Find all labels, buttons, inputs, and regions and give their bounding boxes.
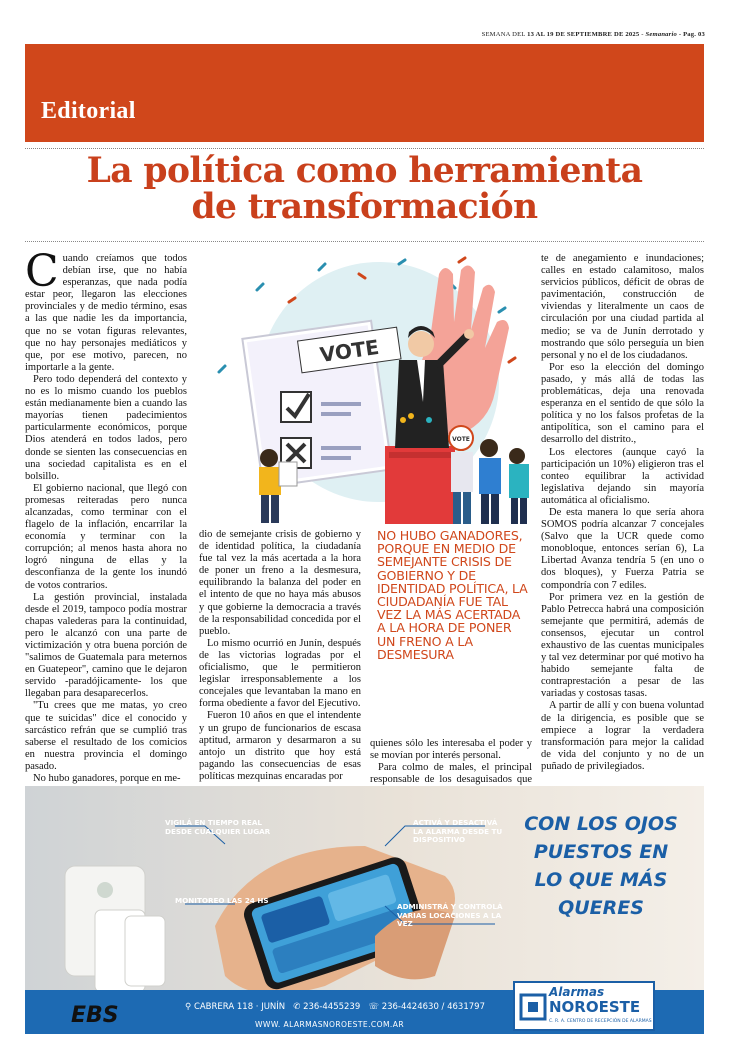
paragraph: No hubo ganadores, porque en me- <box>33 773 181 785</box>
ad-website-link[interactable]: WWW. ALARMASNOROESTE.COM.AR <box>255 1020 405 1029</box>
article-column-2 <box>199 529 361 783</box>
paragraph: quienes sólo les interesaba el poder y se movían por interés personal. <box>370 738 532 762</box>
paragraph: Fueron 10 años en que el intendente y un grupo de funcionarios de escasa aptitud, armaron y desarmaron a su antojo un distrito que hoy está pagando las consecuencias de esas políticas mezquinas encaradas por <box>199 710 361 782</box>
ad-slogan: CON LOS OJOS PUESTOS EN LO QUE MÁS QUERES <box>524 813 678 919</box>
paragraph: Los electores (aunque cayó la participación un 10%) eligieron tras el conteo equilibrar la actividad legislativa dejando sin mayoría automática al oficialismo. <box>541 446 704 506</box>
paragraph: La gestión provincial, instalada desde el 2019, tampoco podía mostrar chapas valederas para la continuidad, pero le alcanzó con una parte de victimización y otra buena porción de "salimos de Guatemala para meternos en Guatepeor", camino que le dejaron servido -paradójicamente- los que llegaban para desaparecerlos. <box>25 591 187 700</box>
divider <box>25 148 704 149</box>
ad-contact: ⚲ CABRERA 118 · JUNÍN ✆ 236-4455239 ☏ 236-4424630 / 4631797 <box>185 1002 485 1012</box>
ad-callout-monitoring: MONITOREO LAS 24 HS <box>175 896 269 905</box>
sign-text: VOTE <box>318 334 381 367</box>
whatsapp-icon: ✆ <box>293 1002 301 1012</box>
paragraph: Para colmo de males, el principal responsable de los desaguisados que <box>370 762 532 786</box>
drop-cap: C <box>25 246 59 297</box>
paragraph: "Tu crees que me matas, yo creo que te suicidas" dice el conocido y sarcástico refrán que se cumplió tras saberse el resultado de los comicios en nuestra provincia el domingo pasado. <box>25 700 187 772</box>
ad-brand-ebs: EBS <box>71 1003 119 1028</box>
section-band <box>25 44 704 142</box>
vote-illustration <box>199 252 532 524</box>
paragraph: dio de semejante crisis de gobierno y de identidad política, la ciudadanía fue tal vez la más acertada a la hora de poner un freno a la desmesura, equilibrando la balanza del poder en el intento de que no haya más abusos y que gobierne la democracia a través de la responsabilidad concedida por el pueblo. <box>199 529 361 637</box>
ad-callout-activate: ACTIVÁ Y DESACTIVÁ LA ALARMA DESDE TU DISPOSITIVO <box>413 818 503 844</box>
ad-callout-manage: ADMINISTRÁ Y CONTROLÁ VARIAS LOCACIONES A LA VEZ <box>397 902 503 928</box>
headline-line-2: de transformación <box>191 187 538 227</box>
paragraph: Por eso la elección del domingo pasado, y más allá de todas las problemáticas, deja una renovada esperanza en el sentido de que sólo la política y no los falsos profetas de la antipolítica, son el camino para el desarrollo del distrito., <box>541 361 704 446</box>
section-label: Editorial <box>41 98 136 124</box>
paragraph: A partir de allí y con buena voluntad de la dirigencia, es posible que se empiece a lograr la verdadera transformación para mejor la calidad de vida del conjunto y no de un puñado de privilegiados. <box>541 700 704 772</box>
article-column-4 <box>541 253 704 773</box>
pull-quote: NO HUBO GANADORES, PORQUE EN MEDIO DE SEMEJANTE CRISIS DE GOBIERNO Y DE IDENTIDAD POLÍTICA, LA CIUDADANÍA FUE TAL VEZ LA MÁS ACERTADA A LA HORA DE PONER UN FRENO A LA DESMESURA <box>377 528 528 662</box>
paragraph: te de anegamiento e inundaciones; calles en estado calamitoso, malos servicios públicos, déficit de obras de pavimentación, construcción de viviendas y literalmente un caos de circulación por una ciudad partida al medio; se va de Junín derrotado y mostrando que sólo perseguía un bien personal y no el de los ciudadanos. <box>541 253 704 361</box>
noroeste-logo-icon <box>519 993 547 1021</box>
divider <box>25 241 704 242</box>
location-icon: ⚲ <box>185 1002 192 1012</box>
paragraph: De esta manera lo que sería ahora SOMOS podría alcanzar 7 concejales (Salvo que la UCR quede como monobloque, entonces serían 6), La Libertad Avanza tendría 5 (en uno o dos bloques), y Fuerza Patria se compondría con 7 ediles. <box>541 506 704 591</box>
badge-text: VOTE <box>452 436 470 443</box>
headline <box>25 153 704 225</box>
article-column-1 <box>25 246 187 785</box>
running-head: SEMANA DEL 13 AL 19 DE SEPTIEMBRE DE 2025 - Semanario - Pag. 03 <box>481 31 705 38</box>
paragraph: Cuando creíamos que todos debían irse, que no había esperanzas, que nada podía estar peor, llegaron las elecciones provinciales y de medio término, esas a las que nadie les da importancia, que no se votan figuras relevantes, que no hay personajes mediáticos y que, por ese motivo, parecen, no importarle a la gente. <box>25 246 187 373</box>
ad-brand-noroeste: Alarmas NOROESTE C. R. A. CENTRO DE RECEPCIÓN DE ALARMAS <box>513 981 655 1031</box>
paragraph: El gobierno nacional, que llegó con promesas reiteradas pero nunca alcanzadas, como terminar con el flagelo de la inflación, encarrilar la economía y terminar con la corrupción; al menos hasta ahora no logró ninguna de ellas y la desconfianza de la gente los inundó de votos contrarios. <box>25 482 187 591</box>
ad-callout-realtime: VIGILÁ EN TIEMPO REAL DESDE CUALQUIER LUGAR <box>165 818 271 836</box>
phone-icon: ☏ <box>368 1002 379 1012</box>
paragraph: Por primera vez en la gestión de Pablo Petrecca habrá una composición semejante que permitirá, además de consensos, ejecutar un control exhaustivo de las cuentas municipales y tal vez determinar por qué motivo ha habido semejante falta de contraprestación a pesar de las variadas y costosas tasas. <box>541 591 704 700</box>
advertisement[interactable] <box>25 786 704 1034</box>
paragraph: Lo mismo ocurrió en Junín, después de las victorias logradas por el oficialismo, que le permitieron legislar irresponsablemente a los concejales que levantaban la mano en forma obediente a favor del Ejecutivo. <box>199 637 361 710</box>
headline-line-1: La política como herramienta <box>86 151 643 191</box>
paragraph: Pero todo dependerá del contexto y no es lo mismo cuando los pueblos están medianamente bien a cuando las mayorías tienen padecimientos particularmente económicos, porque Dios atenderá en todos lados, pero donde se sienten las consecuencias en una sociedad capitalista es en el bolsillo. <box>25 373 187 482</box>
